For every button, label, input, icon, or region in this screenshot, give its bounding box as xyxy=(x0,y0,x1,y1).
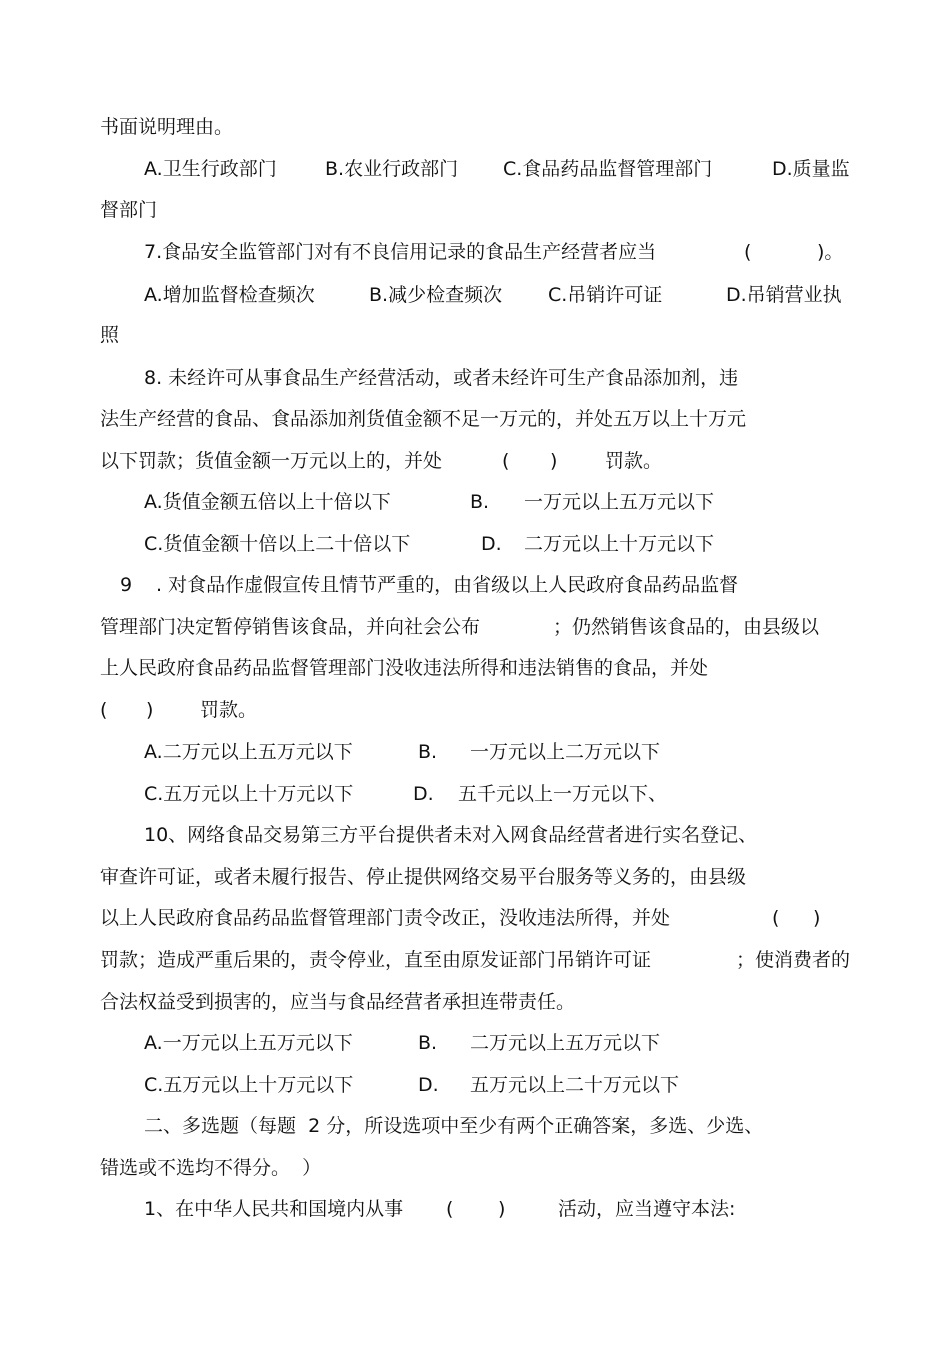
text-line: 照 xyxy=(100,324,120,346)
text-line: 督部门 xyxy=(100,199,158,221)
section-heading: 错选或不选均不得分。 ） xyxy=(100,1157,322,1179)
answer-blank-open: ( xyxy=(744,241,752,263)
option-a: A.二万元以上五万元以下 xyxy=(144,741,353,763)
option-b: B.农业行政部门 xyxy=(325,158,459,180)
option-c: C.食品药品监督管理部门 xyxy=(503,158,713,180)
option-b: B.减少检查频次 xyxy=(369,284,503,306)
option-a: A.货值金额五倍以上十倍以下 xyxy=(144,491,391,513)
answer-blank-close: ) xyxy=(550,450,558,472)
question-10-line: 10、网络食品交易第三方平台提供者未对入网食品经营者进行实名登记、 xyxy=(144,824,758,846)
question-10-line: ；使消费者的 xyxy=(736,949,851,971)
question-10-line: 合法权益受到损害的，应当与食品经营者承担连带责任。 xyxy=(100,991,576,1013)
question-10-line: 罚款；造成严重后果的，责令停业，直至由原发证部门吊销许可证 xyxy=(100,949,652,971)
answer-blank-close: )。 xyxy=(817,241,844,263)
option-d: 五千元以上一万元以下、 xyxy=(458,783,668,805)
answer-blank-open: ( xyxy=(772,907,780,929)
section-heading: 二、多选题（每题 2 分，所设选项中至少有两个正确答案，多选、少选、 xyxy=(144,1115,764,1137)
option-a: A.增加监督检查频次 xyxy=(144,284,315,306)
option-b-label: B. xyxy=(418,1032,438,1054)
question-8-line: 以下罚款；货值金额一万元以上的，并处 xyxy=(100,450,443,472)
question-9-line: . 对食品作虚假宣传且情节严重的，由省级以上人民政府食品药品监督 xyxy=(156,574,739,596)
option-b: 二万元以上五万元以下 xyxy=(470,1032,661,1054)
option-a: A.卫生行政部门 xyxy=(144,158,277,180)
option-b: 一万元以上五万元以下 xyxy=(524,491,715,513)
option-d-label: D. xyxy=(413,783,434,805)
answer-blank-close: ) xyxy=(498,1198,506,1220)
multi-question-1: 活动，应当遵守本法: xyxy=(558,1198,736,1220)
answer-blank-close: ) xyxy=(813,907,821,929)
option-b-label: B. xyxy=(418,741,438,763)
answer-blank-open: ( xyxy=(502,450,510,472)
question-9-line: 上人民政府食品药品监督管理部门没收违法所得和违法销售的食品，并处 xyxy=(100,657,709,679)
question-9-line: 管理部门决定暂停销售该食品，并向社会公布 xyxy=(100,616,481,638)
option-c: C.货值金额十倍以上二十倍以下 xyxy=(144,533,411,555)
option-b: 一万元以上二万元以下 xyxy=(470,741,661,763)
question-9-number: 9 xyxy=(120,574,133,596)
multi-question-1: 1、在中华人民共和国境内从事 xyxy=(144,1198,404,1220)
question-8-line: 8. 未经许可从事食品生产经营活动，或者未经许可生产食品添加剂，违 xyxy=(144,367,739,389)
answer-blank-open: ( xyxy=(446,1198,454,1220)
option-a: A.一万元以上五万元以下 xyxy=(144,1032,353,1054)
question-10-line: 以上人民政府食品药品监督管理部门责令改正，没收违法所得，并处 xyxy=(100,907,671,929)
question-10-line: 审查许可证，或者未履行报告、停止提供网络交易平台服务等义务的，由县级 xyxy=(100,866,747,888)
option-b-label: B. xyxy=(470,491,490,513)
text-line: 书面说明理由。 xyxy=(100,116,234,138)
option-d-label: D. xyxy=(481,533,502,555)
option-c: C.吊销许可证 xyxy=(548,284,663,306)
option-d: 五万元以上二十万元以下 xyxy=(470,1074,680,1096)
option-d: 二万元以上十万元以下 xyxy=(524,533,715,555)
option-c: C.五万元以上十万元以下 xyxy=(144,1074,354,1096)
question-8-line: 罚款。 xyxy=(605,450,663,472)
answer-blank-open: ( xyxy=(100,699,108,721)
answer-blank-close: ) xyxy=(146,699,154,721)
option-c: C.五万元以上十万元以下 xyxy=(144,783,354,805)
question-8-line: 法生产经营的食品、食品添加剂货值金额不足一万元的，并处五万以上十万元 xyxy=(100,408,747,430)
option-d-label: D. xyxy=(418,1074,439,1096)
question-7-stem: 7.食品安全监管部门对有不良信用记录的食品生产经营者应当 xyxy=(144,241,657,263)
question-9-line: 罚款。 xyxy=(200,699,258,721)
question-9-line: ；仍然销售该食品的，由县级以 xyxy=(553,616,820,638)
option-d: D.质量监 xyxy=(772,158,850,180)
option-d: D.吊销营业执 xyxy=(726,284,842,306)
